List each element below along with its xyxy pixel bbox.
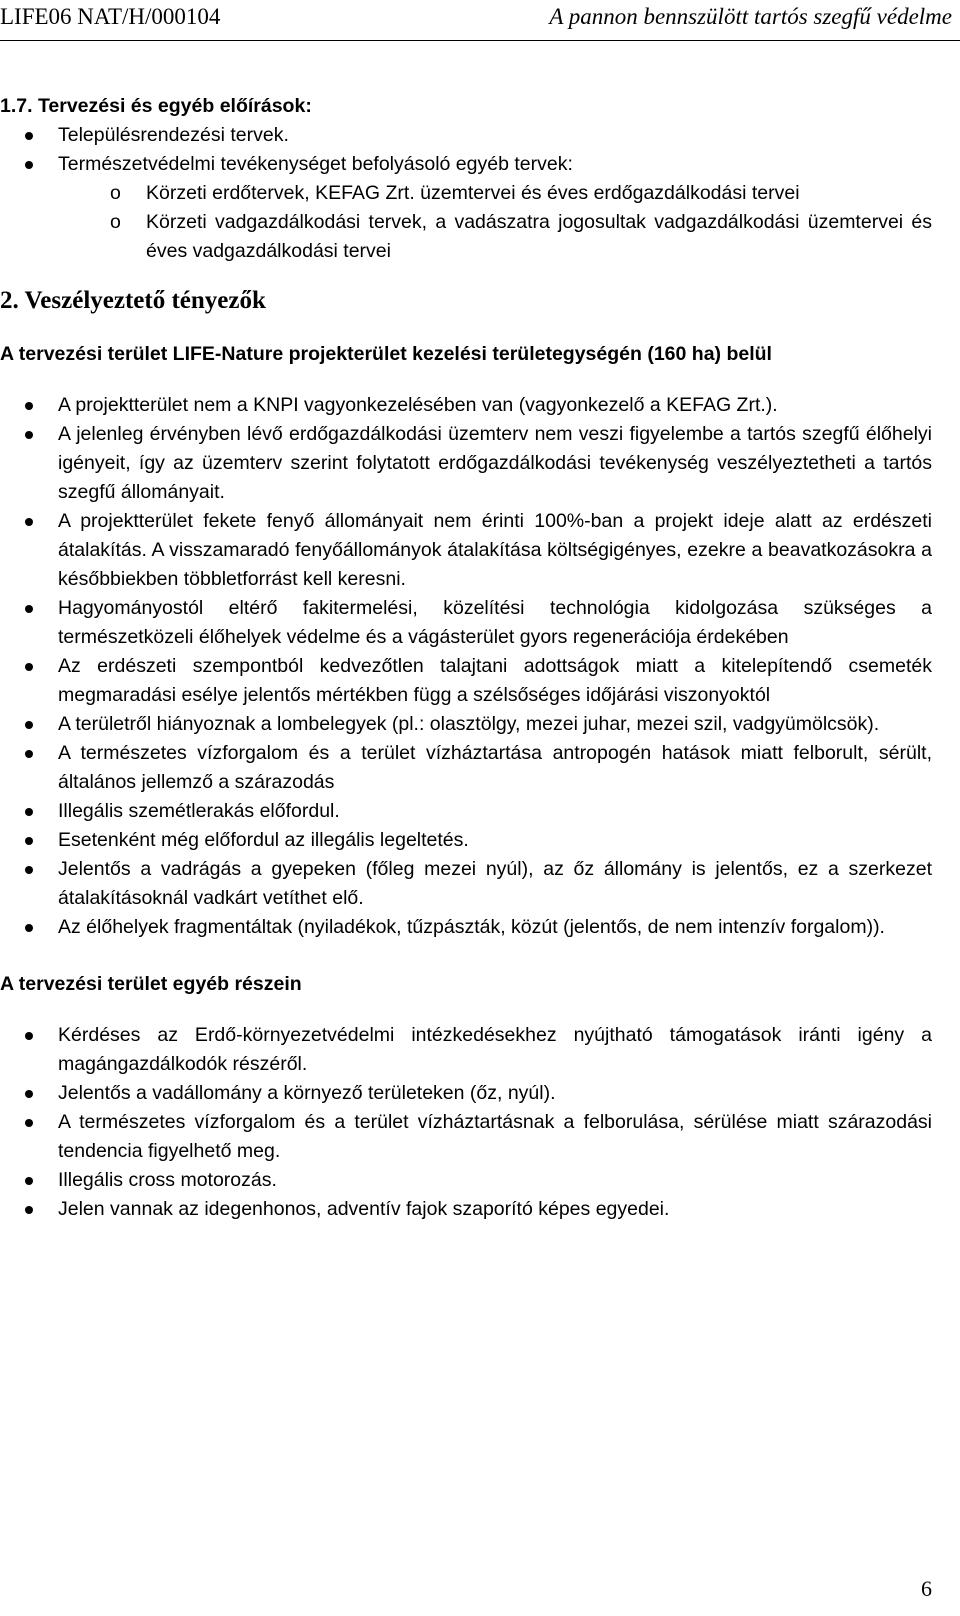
list-item: Jelentős a vadrágás a gyepeken (főleg mezei nyúl), az őz állomány is jelentős, ez a szerkezet átalakításoknál vadkárt vetíthet elő.	[0, 855, 932, 913]
sub-bullet: o	[110, 211, 121, 233]
section-1-7-heading: 1.7. Tervezési és egyéb előírások:	[0, 95, 312, 117]
list-item: A projektterület nem a KNPI vagyonkezelésében van (vagyonkezelő a KEFAG Zrt.).	[0, 391, 932, 420]
project-area-heading: A tervezési terület LIFE-Nature projekterület kezelési területegységén (160 ha) belül	[0, 343, 772, 365]
sub-list-item-text: Körzeti erdőtervek, KEFAG Zrt. üzemtervei és éves erdőgazdálkodási tervei	[146, 182, 800, 204]
section-2-heading: 2. Veszélyeztető tényezők	[0, 287, 266, 314]
list-item: Településrendezési tervek.	[0, 121, 932, 150]
sub-bullet: o	[110, 182, 121, 204]
page-content	[0, 92, 932, 1224]
list-item: Jelentős a vadállomány a környező területeken (őz, nyúl).	[0, 1079, 932, 1108]
sub-list-item-text: Körzeti vadgazdálkodási tervek, a vadászatra jogosultak vadgazdálkodási üzemtervei és éves vadgazdálkodási tervei	[146, 211, 932, 262]
other-areas-threats-list	[0, 1021, 932, 1224]
list-item: Illegális szemétlerakás előfordul.	[0, 797, 932, 826]
list-item: Esetenként még előfordul az illegális legeltetés.	[0, 826, 932, 855]
sub-list	[0, 179, 932, 266]
sub-list-item	[0, 208, 932, 266]
running-header	[0, 0, 960, 41]
list-item: A jelenleg érvényben lévő erdőgazdálkodási üzemterv nem veszi figyelembe a tartós szegfű élőhelyi igényeit, így az üzemterv szerint folytatott erdőgazdálkodási tevékenység veszélyeztetheti a tartós szegfű állományait.	[0, 420, 932, 507]
list-item: A területről hiányoznak a lombelegyek (pl.: olasztölgy, mezei juhar, mezei szil, vadgyümölcsök).	[0, 710, 932, 739]
list-item: A természetes vízforgalom és a terület vízháztartása antropogén hatások miatt felborult, sérült, általános jellemző a szárazodás	[0, 739, 932, 797]
section-1-7-list	[0, 121, 932, 266]
list-item: Az erdészeti szempontból kedvezőtlen talajtani adottságok miatt a kitelepítendő csemeték megmaradási esélye jelentős mértékben függ a szélsőséges időjárási viszonyoktól	[0, 652, 932, 710]
list-item: A természetes vízforgalom és a terület vízháztartásnak a felborulása, sérülése miatt szárazodási tendencia figyelhető meg.	[0, 1108, 932, 1166]
page-number: 6	[921, 1576, 932, 1601]
project-area-threats-list	[0, 391, 932, 942]
list-item: Hagyományostól eltérő fakitermelési, közelítési technológia kidolgozása szükséges a természetközeli élőhelyek védelme és a vágásterület gyors regenerációja érdekében	[0, 594, 932, 652]
document-title: A pannon bennszülött tartós szegfű védelme	[549, 4, 952, 29]
list-item: Jelen vannak az idegenhonos, adventív fajok szaporító képes egyedei.	[0, 1195, 932, 1224]
sub-list-item	[0, 179, 932, 208]
project-code: LIFE06 NAT/H/000104	[0, 4, 221, 29]
list-item: Az élőhelyek fragmentáltak (nyiladékok, tűzpászták, közút (jelentős, de nem intenzív forgalom)).	[0, 913, 932, 942]
list-item-text: Természetvédelmi tevékenységet befolyásoló egyéb tervek:	[58, 153, 573, 175]
list-item	[0, 150, 932, 266]
list-item: A projektterület fekete fenyő állományait nem érinti 100%-ban a projekt ideje alatt az erdészeti átalakítás. A visszamaradó fenyőállományok átalakítása költségigényes, ezekre a beavatkozásokra a későbbiekben többletforrást kell keresni.	[0, 507, 932, 594]
other-areas-heading: A tervezési terület egyéb részein	[0, 973, 302, 995]
list-item: Kérdéses az Erdő-környezetvédelmi intézkedésekhez nyújtható támogatások iránti igény a magángazdálkodók részéről.	[0, 1021, 932, 1079]
list-item: Illegális cross motorozás.	[0, 1166, 932, 1195]
